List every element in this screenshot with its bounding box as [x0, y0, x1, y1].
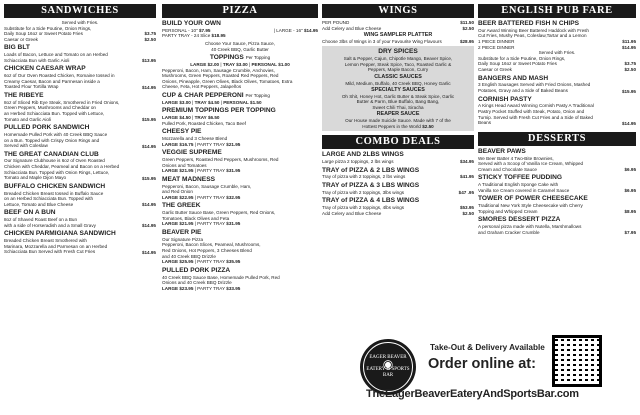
dessert-list [478, 148, 636, 236]
sandwich-list [4, 44, 156, 255]
sandwiches-section [4, 4, 156, 255]
pub-header: ENGLISH PUB FARE [478, 4, 636, 18]
specialty-line: Butter & Parm, Blue Buffalo, Bang Bang, [356, 99, 440, 105]
topping-line: Cheese, Feta, Hot Peppers, Jalapeños [162, 84, 242, 90]
sandwich-title: BIG BLT [4, 44, 30, 52]
pizza-tray-label: PARTY TRAY [197, 141, 227, 147]
pasty-desc-1: A Kings Head Award Winning Cornish Pasty A Traditional [478, 103, 594, 109]
pizza-tray-price: $31.95 [226, 221, 241, 227]
pizza-large-label: LARGE [162, 221, 180, 227]
pizza-large-price: $25.95 [179, 259, 194, 265]
fish-chips-title: BEER BATTERED FISH N CHIPS [478, 20, 579, 27]
pizza-sep: | [193, 285, 198, 291]
per-pound-row: PER POUND $11.50 [322, 20, 474, 25]
sandwich-title: THE RIBEYE [4, 91, 44, 99]
sandwich-desc: Loads of Bacon, Lettuce and Tomato on an Herbed [4, 52, 108, 58]
pizza-sep: | [193, 194, 198, 200]
premium-title: PREMIUM TOPPINGS PER TOPPING [162, 107, 276, 115]
sandwich-last-line [4, 143, 156, 149]
combo-row [322, 159, 474, 165]
sandwich-desc: Toasted Flour Tortilla Wrap [4, 84, 59, 90]
cup-char-prices: LARGE $3.00 | TRAY $4.50 | PERSONAL $1.50 [162, 99, 262, 105]
sandwich-price: $14.95 [141, 250, 156, 255]
pizza-large-label: LARGE [162, 285, 180, 291]
topping-line: Onions, Pineapple, Green Olives, Black Olives, Tomatoes, Extra [162, 78, 293, 84]
pasty-title: CORNISH PASTY [478, 95, 532, 103]
combo-desc: Large pizza 2 toppings, 2 lbs wings [322, 158, 394, 164]
sandwich-desc: on a Bun. Topped with Crispy Onion Rings and [4, 137, 100, 143]
sandwich-price: $14.95 [141, 202, 156, 208]
pizza-title: MEAT MADNESS [162, 175, 215, 183]
pizza-price-row [162, 168, 318, 174]
specialty-line: Sweet Chili Thai, Siracha [372, 104, 424, 110]
pizza-price-row [162, 286, 318, 292]
pizza-large-label: LARGE [162, 259, 180, 265]
pub-substitute: Substitute for a Side Poutine, Onion Rings, [478, 55, 566, 61]
pizza-tray-label: PARTY TRAY [197, 194, 227, 200]
pizza-desc: Pepperoni, Bacon, Sausage Crumble, Ham, [162, 183, 252, 189]
bangers-title: BANGERS AND MASH [478, 74, 549, 82]
pizza-tray-price: $33.95 [226, 285, 241, 291]
combo-desc: Tray of pizza with 2 toppings, 3lbs wings [322, 189, 405, 195]
pizza-title: PULLED PORK PIZZA [162, 266, 231, 274]
pizza-sep: | [193, 141, 198, 147]
dessert-title: BEAVER PAWS [478, 147, 526, 155]
dry-spices-list [325, 56, 471, 73]
sandwich-last-line [4, 202, 156, 208]
dessert-desc: Traditional New York Style Cheesecake with Cherry [478, 203, 583, 209]
order-online-text: Order online at: [428, 356, 536, 372]
byo-sizes: PERSONAL - 10" $7.95 | LARGE - 16" $14.95 [162, 27, 318, 33]
combo-title: TRAY of PIZZA & 2 LBS WINGS [322, 166, 420, 174]
pizza-tray-price: $21.95 [226, 141, 241, 147]
pizza-desc: Onions and 40 Creek BBQ Drizzle [162, 280, 232, 286]
reaper-line-1: Our House made Suicide Sauce. Made with 7 of the [345, 117, 451, 123]
pizza-desc: and 40 Creek BBQ Drizzle [162, 253, 216, 259]
sandwich-price: $15.95 [141, 175, 156, 181]
desserts-header: DESSERTS [478, 132, 636, 146]
pizza-title: CHEESY PIE [162, 128, 202, 136]
dessert-desc: Cream and Chocolate Sauce [478, 166, 537, 172]
toppings-title: TOPPINGS Per Topping [209, 54, 271, 62]
pizza-sep: | [193, 259, 198, 265]
choose-sauce-1: Choose Your Sauce, Pizza Sauce, [205, 40, 275, 46]
dessert-price: $8.95 [624, 209, 636, 215]
pizza-tray-price: $35.95 [226, 259, 241, 265]
fish-chips-desc-1: Our Award Winning Beer Battered Haddock with Fresh [478, 27, 589, 33]
sandwich-desc: Homemade Pulled Pork with 40 Creek BBQ Sauce [4, 131, 108, 137]
sandwich-desc: Lettuce, Tomato and Blue Cheese [4, 201, 74, 207]
sandwich-desc: Creamy Caesar, Bacon and Parmesan inside a [4, 78, 100, 84]
sandwich-price: $13.95 [141, 58, 156, 64]
takeout-text: Take-Out & Delivery Available [430, 343, 545, 352]
sandwich-price: $14.95 [141, 84, 156, 90]
premium-list: Pulled Pork, Roasted Chicken, Taco Beef [162, 120, 246, 126]
sandwich-desc: Marinara, Mozzarella and Parmesan on an Herbed [4, 243, 108, 249]
byo-title: BUILD YOUR OWN [162, 20, 221, 27]
reaper-title: REAPER SAUCE [376, 111, 420, 118]
classic-title: CLASSIC SAUCES [374, 74, 422, 81]
dessert-title: STICKY TOFFEE PUDDING [478, 174, 563, 182]
dessert-last-line [478, 230, 636, 236]
pizza-price-row [162, 142, 318, 148]
dessert-desc: Vanilla Ice Cream covered in Caramel Sauce [478, 187, 570, 193]
sandwich-desc: Schiacciata Bun Served with Fresh Cut Fries [4, 249, 96, 255]
pasty-last: Beans $14.95 [478, 120, 636, 126]
pizza-large-price: $21.95 [179, 168, 194, 174]
dessert-desc: and Graham Cracker Crumble [478, 229, 540, 235]
pizza-price-row [162, 195, 318, 201]
specialty-title: SPECIALTY SAUCES [371, 87, 425, 94]
sandwich-title: PULLED PORK SANDWICH [4, 124, 90, 132]
pizza-large-price: $21.95 [179, 221, 194, 227]
combo-title: LARGE AND 2LBS WINGS [322, 151, 404, 159]
logo-line-1: EAGER BEAVER [369, 355, 407, 360]
pizza-tray-price: $31.95 [226, 168, 241, 174]
combo-desc: Tray of pizza with 2 toppings, 4lbs wings [322, 205, 405, 211]
pasty-desc-2: Pastry Pocket Stuffed with Steak, Potato, Onion and [478, 108, 585, 114]
beaver-icon: ◉ [382, 357, 394, 371]
pizza-desc: Our Signature Pizza [162, 236, 204, 242]
sandwich-desc: 8oz of Shaved Roast Beef on a Bun [4, 217, 78, 223]
pasty-desc-3: Turnip. Served with Fresh Cut Fries and a Side of Baked [478, 114, 593, 120]
pizza-desc: Pepperoni, Bacon Slices, Peameal, Mushrooms, [162, 242, 261, 248]
pizza-tray-label: PARTY TRAY [197, 221, 227, 227]
dessert-last-line [478, 188, 636, 194]
dry-line: Peppers, Maple Bacon, Curry [367, 67, 429, 73]
sandwich-desc: Chicken with Cheddar, Peameal and Bacon on a Herbed [4, 164, 120, 170]
sandwich-title: CHICKEN CAESAR WRAP [4, 65, 86, 73]
classic-list: Mild, Medium, Buffalo, 40 Creek BBQ, Honey Garlic [345, 80, 451, 86]
pizza-title: VEGGIE SUPREME [162, 149, 222, 157]
sandwich-desc: Tomato and Garlic Aioli [4, 116, 51, 122]
qr-code-icon[interactable] [552, 335, 602, 387]
combo-title: TRAY of PIZZA & 4 LBS WINGS [322, 197, 420, 205]
cup-char-title: CUP & CHAR PEPPERONI Per Topping [162, 91, 270, 99]
combo-celery-row: Add Celery and Blue Cheese $2.50 [322, 210, 474, 216]
dessert-price: $7.95 [624, 230, 636, 236]
sandwich-desc: 8oz of Sliced Rib Eye Steak, Smothered in Fried Onions, [4, 99, 120, 105]
sandwich-desc: Served with Coleslaw [4, 143, 48, 149]
pizza-large-label: LARGE [162, 141, 180, 147]
pizza-header: PIZZA [162, 4, 318, 18]
dessert-desc: We Beer Batter 4 Two-Bite Brownies, [478, 155, 554, 161]
combo-price: $53.95 [459, 205, 474, 211]
sandwich-desc: an Herbed Schiacciata Bun. Topped with Lettuce, [4, 110, 105, 116]
dry-line: Lemon Pepper, Steak Spice, Taco, Roasted Garlic & [344, 61, 452, 67]
eager-beaver-logo [360, 339, 416, 395]
sandwich-price: $15.95 [141, 117, 156, 123]
combo-price: $41.95 [459, 174, 474, 180]
sandwich-desc: Breaded Chicken Breast Smothered with [4, 238, 87, 244]
wings-celery-row: Add Celery and Blue Cheese $2.50 [322, 25, 474, 31]
pizza-large-price: $16.75 [179, 141, 194, 147]
combo-title: TRAY of PIZZA & 3 LBS WINGS [322, 181, 420, 189]
combo-row [322, 174, 474, 180]
dessert-last-line [478, 167, 636, 173]
bangers-last: Potatoes, Gravy and a Side of Baked Beans $15.95 [478, 87, 636, 94]
dessert-title: TOWER OF POWER CHEESECAKE [478, 195, 588, 203]
reaper-line-2: Hottest Peppers in the World $2.50 [362, 123, 434, 129]
pizza-large-price: $23.95 [179, 285, 194, 291]
sandwich-last-line [4, 117, 156, 123]
dry-spices-title: DRY SPICES [378, 48, 418, 56]
dessert-desc: Topping and Whipped Cream [478, 208, 538, 214]
combo-list [322, 151, 474, 211]
combo-header: COMBO DEALS [322, 135, 474, 149]
pizza-tray-label: PARTY TRAY [197, 168, 227, 174]
pizza-specials-list [162, 128, 318, 291]
sandwich-title: BEEF ON A BUN [4, 209, 56, 217]
specialty-list [325, 94, 471, 111]
sandwich-desc: on an Herbed Schiacciata Bun. Topped with [4, 196, 94, 202]
pizza-desc: Onions and Tomatoes [162, 162, 207, 168]
dessert-price: $6.95 [624, 188, 636, 194]
topping-line: Mushrooms, Green Peppers, Roasted Red Peppers, Red [162, 73, 279, 79]
sandwich-desc: Green Peppers, Mushrooms and Cheddar on [4, 105, 96, 111]
sandwich-title: THE GREAT CANADIAN CLUB [4, 150, 99, 158]
sandwich-price: $14.95 [141, 143, 156, 149]
pizza-desc: Tomatoes, Black Olives and Feta [162, 215, 230, 221]
dessert-last-line [478, 209, 636, 215]
substitute-note: Substitute for a Side Poutine, Onion Rings, [4, 25, 92, 31]
sandwich-desc: Schiacciata Bun. Topped with Onion Rings, Lettuce, [4, 169, 110, 175]
topping-line: Pepperoni, Bacon, Ham, Sausage Crumble, Anchovies, [162, 67, 275, 73]
sandwich-last-line [4, 175, 156, 181]
pizza-large-label: LARGE [162, 194, 180, 200]
sandwich-title: BUFFALO CHICKEN SANDWICH [4, 182, 106, 190]
sandwich-last-line [4, 249, 156, 255]
sandwich-last-line [4, 84, 156, 90]
pizza-desc: and Red Onion [162, 189, 193, 195]
pizza-section [162, 4, 318, 291]
two-piece-row: 2 PIECE DINNER $14.95 [478, 44, 636, 50]
pizza-desc: Green Peppers, Roasted Red Peppers, Mushrooms, Red [162, 157, 279, 163]
combo-row [322, 190, 474, 196]
pizza-sep: | [193, 221, 198, 227]
choose-sauce-2: 40 Creek BBQ, Garlic Butter [211, 46, 269, 52]
sampler-title: WING SAMPLER PLATTER [363, 32, 433, 39]
combo-price: $47 .95 [458, 189, 474, 195]
dessert-title: SMORES DESSERT PIZZA [478, 216, 561, 224]
sandwich-desc: with a side of Horseradish and a Small Gravy [4, 222, 96, 228]
wings-section [322, 4, 474, 216]
dry-line: Salt & Pepper, Cajun, Chipotle Mango, Beaver Spice, [343, 56, 453, 62]
party-tray-row: PARTY TRAY - 24 Slice $18.95 [162, 33, 226, 39]
dessert-desc: Served with a Scoop of Vanilla Ice Cream, Whipped [478, 161, 584, 167]
toppings-prices: LARGE $2.00 | TRAY $3.00 | PERSONAL $1.00 [190, 61, 290, 67]
sandwich-desc: 6oz of Our Oven Roasted Chicken, Romaine tossed in [4, 73, 115, 79]
pub-section [478, 4, 636, 235]
pizza-desc: Garlic Butter Sauce Base, Green Peppers, Red Onions, [162, 210, 276, 216]
pizza-sep: | [193, 168, 198, 174]
sandwiches-header: SANDWICHES [4, 4, 156, 18]
sandwich-last-line [4, 223, 156, 229]
pizza-title: THE GREEK [162, 202, 201, 210]
sandwich-title: CHICKEN PARMIGIANA SANDWICH [4, 230, 116, 238]
pizza-price-row [162, 259, 318, 265]
sandwich-price: $14.95 [141, 223, 156, 229]
bangers-desc-1: 3 English Sausages Served with Fried Onions, Mashed [478, 82, 591, 88]
sandwich-last-line [4, 58, 156, 64]
sandwich-desc: Our Signature Clubhouse is 6oz of Oven Roasted [4, 158, 105, 164]
pizza-tray-label: PARTY TRAY [197, 285, 227, 291]
pizza-tray-price: $32.95 [226, 194, 241, 200]
dessert-desc: A personal pizza made with Nutella, Marshmallows [478, 224, 582, 230]
dessert-price: $6.95 [624, 167, 636, 173]
sandwich-desc: Tomato and Maple Dijon Mayo [4, 175, 67, 181]
pizza-price-row [162, 221, 318, 227]
pizza-desc: 40 Creek BBQ Sauce Base, Homemade Pulled Pork, Red [162, 274, 280, 280]
soup-row: Daily Soup 16oz or Sweet Potato Fries $3.75 [4, 31, 156, 37]
pub-caesar-row: Caesar or Greek $2.50 [478, 66, 636, 72]
order-url-link[interactable]: TheEagerBeaverEateryAndSportsBar.com [366, 388, 579, 400]
logo-line-2: EATERY & SPORTS BAR [366, 367, 410, 378]
toppings-list [162, 68, 318, 90]
flavours-box [322, 46, 474, 131]
wings-header: WINGS [322, 4, 474, 18]
served-note: Served with Fries. [61, 20, 99, 25]
pizza-title: BEAVER PIE [162, 229, 202, 237]
sandwich-desc: Breaded Chicken Breast tossed in Buffalo Sauce [4, 190, 104, 196]
premium-prices: LARGE $4.50 | TRAY $6.50 [162, 115, 220, 121]
pizza-desc: Red Onions, Hot Peppers, 3 Cheeses Blend [162, 248, 252, 254]
specialty-line: Oh Shit, Honey Hot, Garlic Butter & Steak Spice, Garlic [341, 93, 455, 99]
caesar-row: Caesar or Greek $2.50 [4, 36, 156, 42]
sampler-row: Choose 3lbs of Wings in 3 of your Favourite Wing Flavours $28.95 [322, 38, 474, 44]
pizza-tray-label: PARTY TRAY [197, 259, 227, 265]
pizza-large-price: $22.95 [179, 194, 194, 200]
fish-chips-desc-2: Cut Fries, Mushy Peas, Coleslaw,Tartar and a Lemon [478, 33, 587, 39]
one-piece-row: 1 PIECE DINNER $11.95 [478, 38, 636, 44]
pizza-desc: Mozzarella and 3 Cheese Blend [162, 136, 228, 142]
combo-desc: Tray of pizza with 2 toppings, 2 lbs wings [322, 174, 406, 180]
dessert-desc: A Traditional English Sponge Cake with [478, 182, 559, 188]
combo-price: $34.95 [459, 158, 474, 164]
pub-soup-row: Daily Soup 16oz or Sweet Potato Fries $3.75 [478, 61, 636, 67]
pizza-large-label: LARGE [162, 168, 180, 174]
pub-served: Served with Fries. [538, 50, 576, 56]
sandwich-desc: Schiacciata Bun with Garlic Aioli [4, 57, 70, 63]
